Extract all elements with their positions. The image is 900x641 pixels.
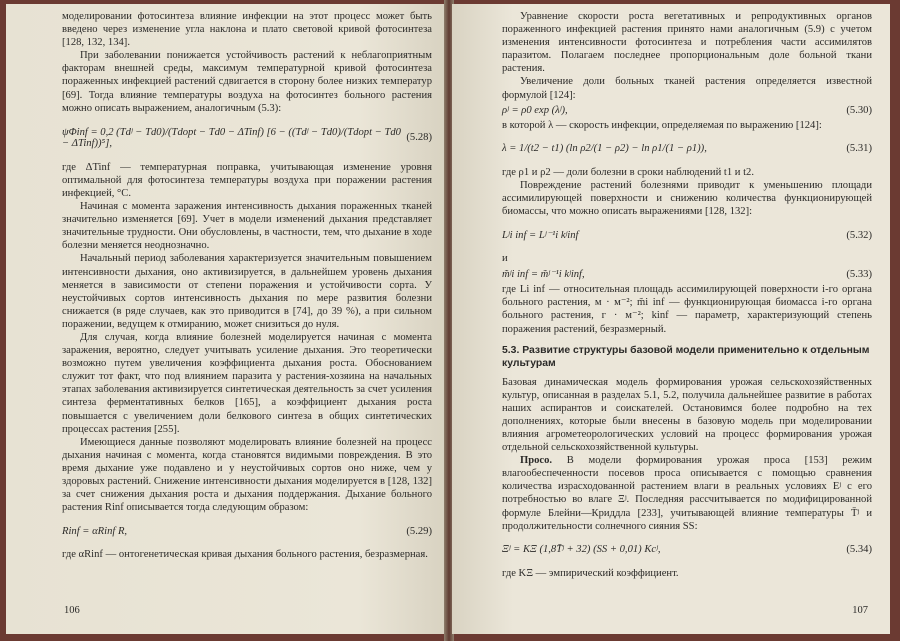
page-number-right: 107 [852,605,868,616]
equation-number: (5.28) [406,132,432,144]
paragraph: где ΔTinf — температурная поправка, учитывающая изменение уровня оптимальной для фотосинтеза температуры воздуха при поражении растения инфекцией, °C. [62,161,432,199]
page-number-left: 106 [64,605,80,616]
equation-number: (5.30) [846,104,872,116]
paragraph: Уравнение скорости роста вегетативных и репродуктивных органов пораженного инфекцией растения принято нами аналогичным (5.9) с учетом изменения интенсивности фотосинтеза и потребления части ассимилятов паразитом. Полагаем последнее пропорциональным доле больной ткани растения. [502,11,872,75]
equation-number: (5.32) [846,229,872,241]
equation-number: (5.29) [406,525,432,537]
equation-formula: ρʲ = ρ0 exp (λʲ), [502,104,568,116]
paragraph [502,454,872,533]
paragraph: При заболевании понижается устойчивость растений к неблагоприятным факторам внешней среды, максимум температурной кривой фотосинтеза пораженных инфекцией растений сдвигается в сторону более низких температур [69]. Тогда влияние температуры воздуха на фотосинтез больного растения можно описать выражением, аналогичным (5.3): [62,50,432,114]
paragraph: Начальный период заболевания характеризуется значительным повышением интенсивности дыхания, оно активизируется, в дальнейшем уровень дыхания меняется в зависимости от степени поражения и устойчивости сорта. У неустойчивых сортов интенсивность дыхания по мере развития болезни снижается (в ряде случаев, как это приводится в [74], до 39 %), а при сильном поражении, ведущем к отмиранию, может снизиться до нуля. [62,253,432,330]
paragraph: где αRinf — онтогенетическая кривая дыхания больного растения, безразмерная. [62,549,428,561]
equation-formula: Ξʲ = KΞ (1,8T̄ʲ + 32) (SS + 0,01) Kcʲ, [502,544,661,556]
paragraph: моделировании фотосинтеза влияние инфекции на этот процесс может быть введено через изменение угла наклона и плато световой кривой фотосинтеза [128, 132, 134]. [62,11,432,49]
equation [62,118,432,158]
right-page-body [502,10,872,580]
paragraph: и [502,253,508,265]
paragraph: Имеющиеся данные позволяют моделировать влияние болезней на процесс дыхания начиная с момента, когда становятся видимыми повреждения. В это время дыхание уже подавлено и у неустойчивых сортов оно ниже, чем у здоровых растений. Снижение интенсивности дыхания моделируется в [128, 132] за счет снижения дыхания роста и дыхания поддержания. Дыхание больного растения Rinf описывается тогда следующим образом: [62,436,432,514]
equation [502,221,872,249]
equation-number: (5.34) [846,544,872,556]
equation [502,536,872,564]
equation [502,105,872,116]
paragraph: Увеличение доли больных тканей растения определяется известной формулой [124]: [502,76,872,101]
paragraph: где ρ1 и ρ2 — доли болезни в сроки наблюдений t1 и t2. [502,166,754,178]
equation [62,517,432,545]
equation-formula: m̃ʲi inf = m̃ʲ⁻¹i kʲinf, [502,269,585,281]
section-heading: 5.3. Развитие структуры базовой модели применительно к отдельным культурам [502,344,870,369]
paragraph: Для случая, когда влияние болезней моделируется начиная с момента заражения, вероятно, следует учитывать усиление дыхания. Это теоретически возможно путем увеличения коэффициента дыхания роста. Обоснованием служит тот факт, что под влиянием паразита у растения-хозяина на начальных этапах заболевания активизируется синтетическая деятельность за счет усиления синтеза ферментативных белков [165], а коэффициент дыхания роста повышается с увеличением доли белкового синтеза в общих синтетических процессах растения [255]. [62,331,432,435]
equation-number: (5.31) [846,143,872,155]
equation [502,268,872,280]
paragraph-run-in-heading: Просо. [520,455,553,467]
paragraph: где Li inf — относительная площадь ассимилирующей поверхности i-го органа больного растения, м · м⁻²; m̃i inf — функционирующая биомасса i-го органа больного растения, г · м⁻²; kinf — параметр, характеризующий степень поражения растений, безразмерный. [502,284,872,335]
paragraph: Начиная с момента заражения интенсивность дыхания пораженных тканей значительно изменяется [69]. Учет в модели изменений дыхания представляет значительные трудности. Они обусловлены, в частности, тем, что дыхание в ходе болезни меняется неоднозначно. [62,201,432,252]
equation-formula: Lʲi inf = Lʲ⁻¹i kʲinf [502,230,579,242]
paragraph-text: В модели формирования урожая проса [153] режим влагообеспеченности посевов проса описывается с помощью сравнения количества израсходованной растением влаги в реальных условиях Eʲ с его потребностью во влаге Ξʲ. Последняя рассчитывается по модифицированной формуле Блейни—Криддла [233], учитывающей влияние температуры T̄ʲ и продолжительности солнечного сияния SS: [502,455,872,532]
equation [502,135,872,163]
left-page [6,4,446,634]
left-page-body [62,10,432,561]
equation-formula: ψΦinf = 0,2 (Tdʲ − Td0)/(Tdopt − Td0 − ΔTinf) [6 − ((Tdʲ − Td0)/(Tdopt − Td0 − ΔTinf))⁵], [62,126,401,149]
paragraph: в которой λ — скорость инфекции, определяемая по выражению [124]: [502,119,822,131]
equation-formula: Rinf = αRinf R, [62,525,128,537]
paragraph: Повреждение растений болезнями приводит к уменьшению площади ассимилирующей поверхности и снижению количества функционирующей биомассы, что можно описать выражениями [128, 132]: [502,179,872,218]
equation-number: (5.33) [846,268,872,280]
paragraph: Базовая динамическая модель формирования урожая сельскохозяйственных культур, описанная в разделах 5.1, 5.2, получила дальнейшее развитие в работах наших аспирантов и соискателей. Остановимся более подробно на тех дополнениях, которые были внесены в базовую модель при моделировании влияния агрометеорологических условий на процесс формирования урожая отдельной сельскохозяйственной культуры. [502,376,872,454]
equation-formula: λ = 1/(t2 − t1) (ln ρ2/(1 − ρ2) − ln ρ1/(1 − ρ1)), [502,143,707,155]
paragraph: где KΞ — эмпирический коэффициент. [502,567,679,579]
right-page [452,4,890,634]
